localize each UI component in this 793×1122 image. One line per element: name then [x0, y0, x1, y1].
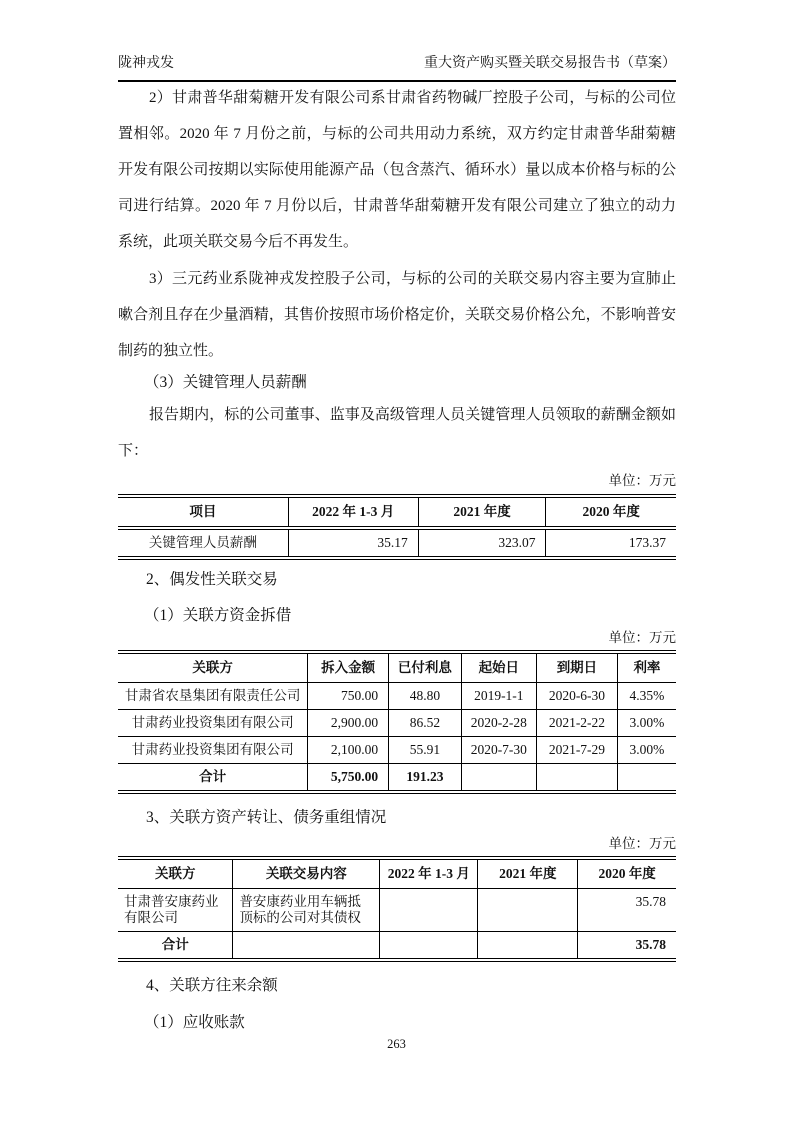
cell-interest-rate: 3.00%	[617, 710, 676, 737]
paragraph-sanyuan-pharma: 3）三元药业系陇神戎发控股子公司，与标的公司的关联交易内容主要为宣肺止嗽合剂且存在少量酒精，其售价按照市场价格定价，关联交易价格公允，不影响普安制药的独立性。	[118, 271, 676, 359]
page-number: 263	[387, 1037, 406, 1051]
column-header-2022q1: 2022 年 1-3 月	[380, 858, 478, 889]
cell-empty	[536, 764, 617, 793]
cell-value-2020: 35.78	[578, 889, 676, 932]
paragraph-salary-intro: 报告期内，标的公司董事、监事及高级管理人员关键管理人员领取的薪酬金额如下：	[118, 407, 676, 459]
transfer-table-row	[118, 889, 676, 932]
cell-interest-paid: 55.91	[389, 737, 462, 764]
column-header-interest-paid: 已付利息	[389, 652, 462, 683]
cell-transaction-content: 普安康药业用车辆抵顶标的公司对其债权	[233, 889, 380, 932]
column-header-related-party: 关联方	[118, 858, 233, 889]
column-header-interest-rate: 利率	[617, 652, 676, 683]
cell-interest-rate: 4.35%	[617, 683, 676, 710]
salary-table-header-row	[118, 496, 676, 528]
cell-empty	[380, 889, 478, 932]
salary-table	[118, 494, 676, 560]
column-header-start-date: 起始日	[461, 652, 536, 683]
heading-key-management-salary: （3）关键管理人员薪酬	[144, 374, 307, 391]
unit-label-transfer: 单位：万元	[608, 836, 676, 851]
cell-total-2020: 35.78	[578, 932, 676, 961]
lending-table-row	[118, 683, 676, 710]
unit-label-lending: 单位：万元	[608, 630, 676, 645]
cell-related-party: 甘肃药业投资集团有限公司	[118, 737, 308, 764]
column-header-2021: 2021 年度	[478, 858, 578, 889]
lending-table-header-row	[118, 652, 676, 683]
page-content	[118, 80, 676, 1031]
column-header-2021: 2021 年度	[418, 496, 546, 528]
cell-empty	[461, 764, 536, 793]
cell-empty	[478, 889, 578, 932]
cell-item-name: 关键管理人员薪酬	[148, 535, 257, 550]
column-header-related-party: 关联方	[118, 652, 308, 683]
cell-total-label: 合计	[118, 932, 233, 961]
cell-total-borrowed: 5,750.00	[308, 764, 389, 793]
cell-maturity-date: 2021-7-29	[536, 737, 617, 764]
heading-asset-transfer: 3、关联方资产转让、债务重组情况	[146, 809, 387, 826]
cell-borrowed-amount: 2,900.00	[308, 710, 389, 737]
cell-total-interest: 191.23	[389, 764, 462, 793]
column-header-2022q1: 2022 年 1-3 月	[288, 496, 418, 528]
heading-accounts-receivable: （1）应收账款	[144, 1014, 245, 1031]
lending-table-row	[118, 710, 676, 737]
cell-start-date: 2019-1-1	[461, 683, 536, 710]
cell-related-party: 甘肃药业投资集团有限公司	[118, 710, 308, 737]
column-header-borrowed-amount: 拆入金额	[308, 652, 389, 683]
cell-interest-rate: 3.00%	[617, 737, 676, 764]
unit-label-salary: 单位：万元	[608, 473, 676, 488]
cell-value-2020: 173.37	[546, 528, 676, 558]
asset-transfer-table	[118, 856, 676, 962]
heading-related-party-balance: 4、关联方往来余额	[146, 977, 278, 994]
column-header-item: 项目	[118, 496, 288, 528]
cell-empty	[380, 932, 478, 961]
header-company-name: 陇神戎发	[118, 56, 174, 71]
column-header-transaction-content: 关联交易内容	[233, 858, 380, 889]
cell-total-label: 合计	[118, 764, 308, 793]
cell-borrowed-amount: 750.00	[308, 683, 389, 710]
cell-value-2022q1: 35.17	[288, 528, 418, 558]
transfer-table-header-row	[118, 858, 676, 889]
transfer-table-total-row	[118, 932, 676, 961]
cell-empty	[617, 764, 676, 793]
header-report-title: 重大资产购买暨关联交易报告书（草案）	[424, 56, 676, 71]
cell-maturity-date: 2021-2-22	[536, 710, 617, 737]
heading-incidental-transactions: 2、偶发性关联交易	[146, 571, 278, 588]
column-header-maturity-date: 到期日	[536, 652, 617, 683]
cell-interest-paid: 48.80	[389, 683, 462, 710]
salary-table-row	[118, 528, 676, 558]
lending-table	[118, 650, 676, 794]
cell-empty	[478, 932, 578, 961]
cell-empty	[233, 932, 380, 961]
paragraph-sweetener-company: 2）甘肃普华甜菊糖开发有限公司系甘肃省药物碱厂控股子公司，与标的公司位置相邻。2020 年 7 月份之前，与标的公司共用动力系统，双方约定甘肃普华甜菊糖开发有限公司按期以实际使用能源产品（包含蒸汽、循环水）量以成本价格与标的公司进行结算。2020 年 7 月份以后，甘肃普华甜菊糖开发有限公司建立了独立的动力系统，此项关联交易今后不再发生。	[118, 90, 676, 250]
column-header-2020: 2020 年度	[546, 496, 676, 528]
lending-table-row	[118, 737, 676, 764]
document-header	[118, 52, 676, 82]
cell-related-party: 甘肃省农垦集团有限责任公司	[118, 683, 308, 710]
cell-interest-paid: 86.52	[389, 710, 462, 737]
cell-start-date: 2020-2-28	[461, 710, 536, 737]
lending-table-total-row	[118, 764, 676, 793]
cell-maturity-date: 2020-6-30	[536, 683, 617, 710]
cell-related-party: 甘肃普安康药业有限公司	[118, 889, 233, 932]
column-header-2020: 2020 年度	[578, 858, 676, 889]
heading-fund-lending: （1）关联方资金拆借	[144, 607, 292, 624]
cell-value-2021: 323.07	[418, 528, 546, 558]
cell-borrowed-amount: 2,100.00	[308, 737, 389, 764]
cell-start-date: 2020-7-30	[461, 737, 536, 764]
